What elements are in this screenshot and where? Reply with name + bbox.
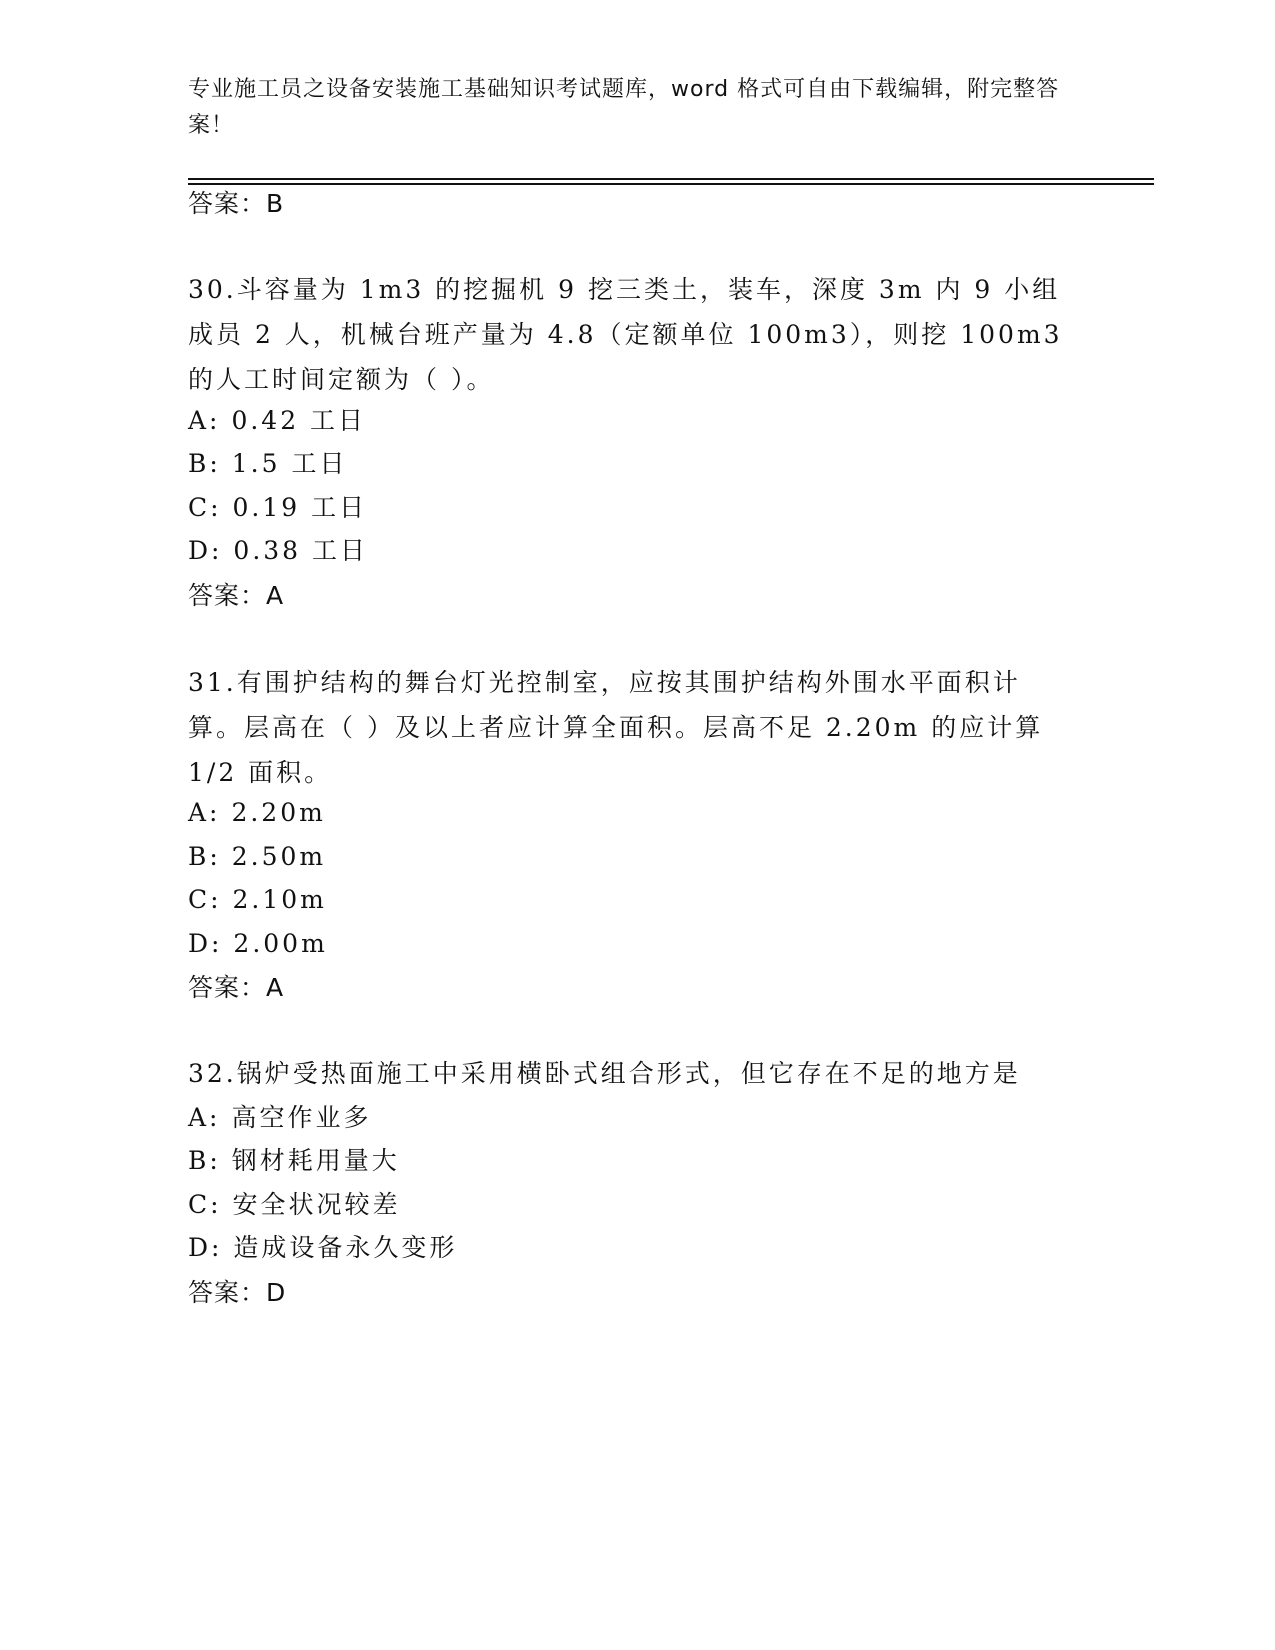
option-text: 0.38 工日 (233, 536, 369, 565)
option-label: B: (188, 1146, 221, 1175)
option-text: 2.20m (231, 798, 326, 827)
option-label: A: (188, 406, 221, 435)
question-32 (188, 1051, 1088, 1096)
option-label: C: (188, 1190, 222, 1219)
option-label: B: (188, 842, 221, 871)
option-label: D: (188, 1233, 223, 1262)
option-text: 2.00m (233, 929, 328, 958)
question-text: 31.有围护结构的舞台灯光控制室，应按其围护结构外围水平面积计算。层高在（ ）及以上者应计算全面积。层高不足 2.20m 的应计算 1/2 面积。 (188, 668, 1044, 787)
option-label: D: (188, 929, 223, 958)
option-text: 0.19 工日 (232, 493, 368, 522)
question-text: 30.斗容量为 1m3 的挖掘机 9 挖三类土，装车，深度 3m 内 9 小组成员 2 人，机械台班产量为 4.8（定额单位 100m3），则挖 100m3 的人工时间定额为（ ）。 (188, 275, 1063, 394)
option-label: C: (188, 885, 222, 914)
option-a (188, 1095, 1088, 1140)
option-text: 2.50m (231, 842, 327, 871)
option-b (188, 834, 1088, 879)
option-a (188, 398, 1088, 443)
option-label: C: (188, 493, 222, 522)
question-31 (188, 660, 1088, 795)
option-d (188, 921, 1088, 966)
option-label: A: (188, 798, 221, 827)
option-text: 2.10m (232, 885, 327, 914)
option-text: 安全状况较差 (232, 1190, 401, 1219)
header-rule-bottom (188, 183, 1154, 185)
option-label: A: (188, 1103, 221, 1132)
option-b (188, 1138, 1088, 1183)
option-c (188, 1182, 1088, 1227)
option-a (188, 790, 1088, 835)
answer-30: 答案：A (188, 581, 285, 610)
option-text: 高空作业多 (231, 1103, 372, 1132)
option-d (188, 528, 1088, 573)
option-text: 钢材耗用量大 (231, 1146, 400, 1175)
question-text: 32.锅炉受热面施工中采用横卧式组合形式，但它存在不足的地方是 (188, 1059, 1021, 1088)
option-c (188, 877, 1088, 922)
option-text: 1.5 工日 (231, 449, 348, 478)
header-rule-top (188, 178, 1154, 180)
option-b (188, 441, 1088, 486)
option-label: B: (188, 449, 221, 478)
answer-32: 答案：D (188, 1278, 287, 1307)
question-30 (188, 267, 1088, 402)
option-text: 0.42 工日 (231, 406, 367, 435)
document-header: 专业施工员之设备安装施工基础知识考试题库，word 格式可自由下载编辑，附完整答案！ (188, 77, 1060, 138)
option-text: 造成设备永久变形 (233, 1233, 458, 1262)
previous-answer: 答案：B (188, 189, 285, 218)
option-d (188, 1225, 1088, 1270)
option-c (188, 485, 1088, 530)
option-label: D: (188, 536, 223, 565)
answer-31: 答案：A (188, 973, 285, 1002)
